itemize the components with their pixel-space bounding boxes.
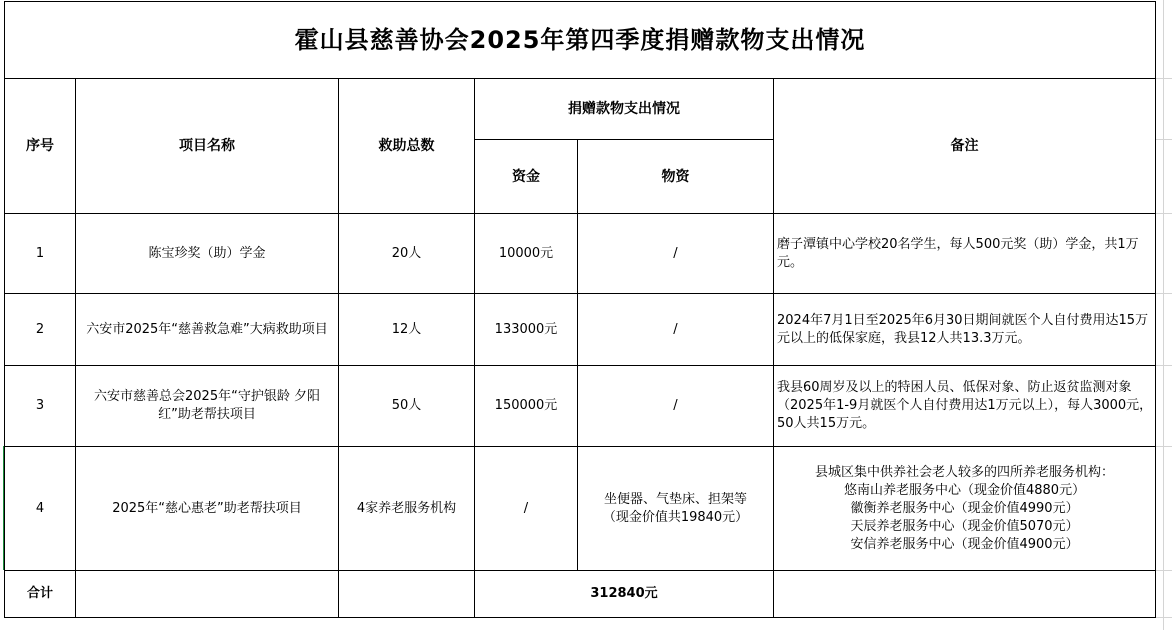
sheet-gridline — [1155, 213, 1172, 214]
table-row — [5, 214, 1156, 294]
sheet-gridline — [1163, 0, 1164, 630]
sheet-gridline — [1155, 446, 1172, 447]
total-empty-cell[interactable] — [774, 571, 1156, 618]
header-expense-group[interactable]: 捐赠款物支出情况 — [475, 79, 774, 140]
table-row — [5, 366, 1156, 447]
sheet-gridline — [1155, 365, 1172, 366]
cell-project[interactable]: 陈宝珍奖（助）学金 — [76, 214, 339, 294]
total-empty-cell[interactable] — [76, 571, 339, 618]
table-row — [5, 447, 1156, 571]
sheet-gridline — [1155, 139, 1172, 140]
sheet-gridline — [1155, 78, 1172, 79]
materials-line: （现金价值共19840元） — [602, 509, 749, 525]
cell-remarks[interactable]: 我县60周岁及以上的特困人员、低保对象、防止返贫监测对象（2025年1-9月就医个人自付费用达1万元以上），每人3000元，50人共15万元。 — [774, 366, 1156, 447]
table-row — [5, 294, 1156, 366]
remarks-line: 悠南山养老服务中心（现金价值4880元） — [843, 482, 1086, 498]
cell-project[interactable]: 六安市慈善总会2025年“守护银龄 夕阳红”助老帮扶项目 — [76, 366, 339, 447]
sheet-gridline — [1155, 617, 1172, 618]
sheet-gridline — [1155, 293, 1172, 294]
cell-total[interactable]: 50人 — [339, 366, 475, 447]
cell-funds[interactable]: 150000元 — [475, 366, 578, 447]
cell-funds[interactable]: 10000元 — [475, 214, 578, 294]
remarks-line: 县城区集中供养社会老人较多的四所养老服务机构： — [815, 464, 1115, 480]
header-remarks[interactable]: 备注 — [774, 79, 1156, 214]
cell-materials[interactable]: / — [578, 366, 774, 447]
expense-report-table — [4, 1, 1156, 618]
materials-line: 坐便器、气垫床、担架等 — [603, 491, 747, 507]
header-funds[interactable]: 资金 — [475, 140, 578, 214]
cell-remarks[interactable]: 磨子潭镇中心学校20名学生，每人500元奖（助）学金，共1万元。 — [774, 214, 1156, 294]
remarks-line: 徽衡养老服务中心（现金价值4990元） — [850, 500, 1079, 516]
cell-materials[interactable]: / — [578, 214, 774, 294]
cell-seq[interactable]: 2 — [5, 294, 76, 366]
remarks-line: 安信养老服务中心（现金价值4900元） — [850, 536, 1079, 552]
cell-project[interactable]: 六安市2025年“慈善救急难”大病救助项目 — [76, 294, 339, 366]
remarks-line: 天辰养老服务中心（现金价值5070元） — [850, 518, 1079, 534]
title-row — [5, 2, 1156, 79]
cell-seq[interactable]: 4 — [5, 447, 76, 571]
cell-total[interactable]: 4家养老服务机构 — [339, 447, 475, 571]
cell-funds[interactable]: 133000元 — [475, 294, 578, 366]
report-title[interactable]: 霍山县慈善协会2025年第四季度捐赠款物支出情况 — [5, 2, 1156, 79]
total-label[interactable]: 合计 — [5, 571, 76, 618]
cell-seq[interactable]: 3 — [5, 366, 76, 447]
header-seq[interactable]: 序号 — [5, 79, 76, 214]
sheet-gridline — [1155, 570, 1172, 571]
cell-total[interactable]: 20人 — [339, 214, 475, 294]
header-materials[interactable]: 物资 — [578, 140, 774, 214]
cell-materials[interactable]: / — [578, 294, 774, 366]
total-empty-cell[interactable] — [339, 571, 475, 618]
total-amount[interactable]: 312840元 — [475, 571, 774, 618]
cell-materials[interactable] — [578, 447, 774, 571]
header-total[interactable]: 救助总数 — [339, 79, 475, 214]
cell-funds[interactable]: / — [475, 447, 578, 571]
cell-seq[interactable]: 1 — [5, 214, 76, 294]
header-project[interactable]: 项目名称 — [76, 79, 339, 214]
cell-remarks[interactable]: 2024年7月1日至2025年6月30日期间就医个人自付费用达15万元以上的低保家庭，我县12人共13.3万元。 — [774, 294, 1156, 366]
cell-remarks[interactable] — [774, 447, 1156, 571]
header-row-1 — [5, 79, 1156, 140]
cell-project[interactable]: 2025年“慈心惠老”助老帮扶项目 — [76, 447, 339, 571]
cell-total[interactable]: 12人 — [339, 294, 475, 366]
total-row — [5, 571, 1156, 618]
